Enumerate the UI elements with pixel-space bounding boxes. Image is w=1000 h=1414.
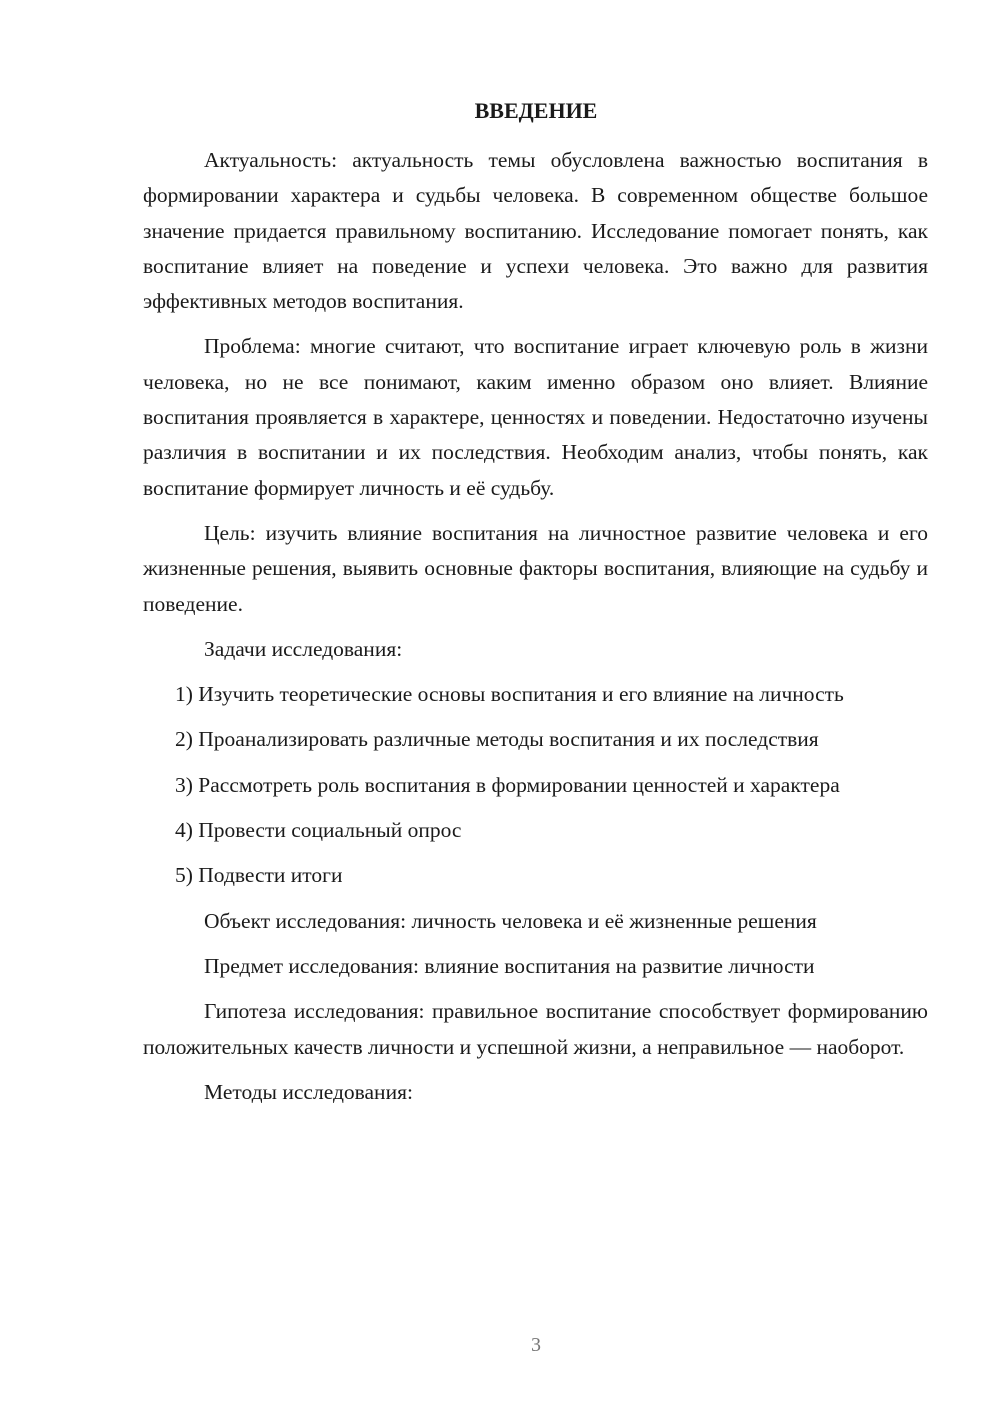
list-item: 3) Рассмотреть роль воспитания в формировании ценностей и характера [175, 772, 840, 797]
paragraph-object: Объект исследования: личность человека и её жизненные решения [204, 908, 817, 933]
list-item: 4) Провести социальный опрос [175, 818, 462, 843]
document-body [143, 143, 928, 1120]
paragraph-methods: Методы исследования: [204, 1079, 413, 1104]
list-item: 1) Изучить теоретические основы воспитания и его влияние на личность [175, 682, 844, 707]
paragraph-subject: Предмет исследования: влияние воспитания на развитие личности [204, 953, 815, 978]
paragraph-problem: Проблема: многие считают, что воспитание играет ключевую роль в жизни человека, но не все понимают, каким именно образом оно влияет. Влияние воспитания проявляется в характере, ценностях и поведении. Недостаточно изучены различия в воспитании и их последствия. Необходим анализ, чтобы понять, как воспитание формирует личность и её судьбу. [143, 334, 928, 500]
list-item: 5) Подвести итоги [175, 863, 343, 888]
section-title: ВВЕДЕНИЕ [474, 98, 598, 123]
paragraph-tasks-heading: Задачи исследования: [204, 636, 403, 661]
paragraph-relevance: Актуальность: актуальность темы обусловлена важностью воспитания в формировании характера и судьбы человека. В современном обществе большое значение придается правильному воспитанию. Исследование помогает понять, как воспитание влияет на поведение и успехи человека. Это важно для развития эффективных методов воспитания. [143, 148, 928, 314]
paragraph-goal: Цель: изучить влияние воспитания на личностное развитие человека и его жизненные решения, выявить основные факторы воспитания, влияющие на судьбу и поведение. [143, 520, 928, 616]
list-item: 2) Проанализировать различные методы воспитания и их последствия [175, 727, 819, 752]
page-number: 3 [531, 1334, 541, 1356]
paragraph-hypothesis: Гипотеза исследования: правильное воспитание способствует формированию положительных качеств личности и успешной жизни, а неправильное — наоборот. [143, 999, 928, 1059]
